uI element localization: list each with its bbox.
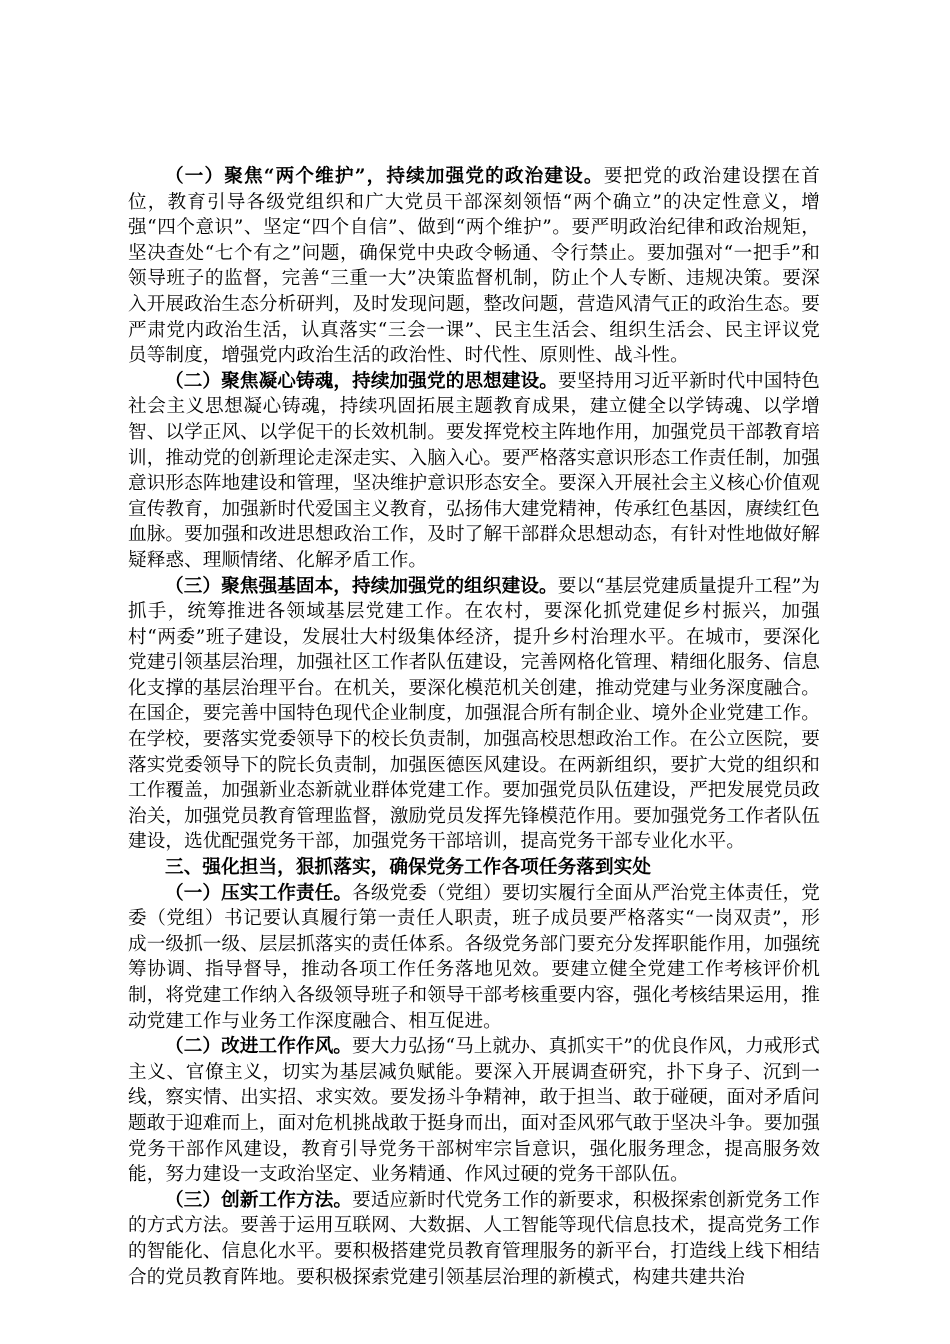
paragraph-text: 要适应新时代党务工作的新要求，积极探索创新党务工作的方式方法。要善于运用互联网、大数据、人工智能等现代信息技术，提高党务工作的智能化、信息化水平。要积极搭建党员教育管理服务的新平台，打造线上线下相结合的党员教育阵地。要积极探索党建引领基层治理的新模式，构建共建共治 [128,1189,820,1288]
paragraph-work-responsibility [128,881,820,1035]
paragraph-lead: （三）聚焦强基固本，持续加强党的组织建设。 [165,575,558,597]
paragraph-lead: （二）改进工作作风。 [165,1036,352,1058]
paragraph-text: 要大力弘扬“马上就办、真抓实干”的优良作风，力戒形式主义、官僚主义，切实为基层减负赋能。要深入开展调查研究，扑下身子、沉到一线，察实情、出实招、求实效。要发扬斗争精神，敢于担当、敢于碰硬，面对矛盾问题敢于迎难而上，面对危机挑战敢于挺身而出，面对歪风邪气敢于坚决斗争。要加强党务干部作风建设，教育引导党务干部树牢宗旨意识，强化服务理念，提高服务效能，努力建设一支政治坚定、业务精通、作风过硬的党务干部队伍。 [128,1036,820,1186]
document-body [128,164,820,1290]
paragraph-lead: （二）聚焦凝心铸魂，持续加强党的思想建设。 [165,370,559,392]
paragraph-work-methods [128,1188,820,1290]
paragraph-ideological-building [128,369,820,574]
paragraph-text: 要坚持用习近平新时代中国特色社会主义思想凝心铸魂，持续巩固拓展主题教育成果，建立健全以学铸魂、以学增智、以学正风、以学促干的长效机制。要发挥党校主阵地作用，加强党员干部教育培训，推动党的创新理论走深走实、入脑入心。要严格落实意识形态工作责任制，加强意识形态阵地建设和管理，坚决维护意识形态安全。要深入开展社会主义核心价值观宣传教育，加强新时代爱国主义教育，弘扬伟大建党精神，传承红色基因，赓续红色血脉。要加强和改进思想政治工作，及时了解干部群众思想动态，有针对性地做好解疑释惑、理顺情绪、化解矛盾工作。 [128,370,820,571]
paragraph-lead: （一）压实工作责任。 [165,882,353,904]
paragraph-political-building [128,164,820,369]
paragraph-work-style [128,1034,820,1188]
paragraph-organizational-building [128,574,820,856]
paragraph-lead: （一）聚焦“两个维护”，持续加强党的政治建设。 [165,166,604,187]
paragraph-text: 要以“基层党建质量提升工程”为抓手，统筹推进各领域基层党建工作。在农村，要深化抓党建促乡村振兴，加强村“两委”班子建设，发展壮大村级集体经济，提升乡村治理水平。在城市，要深化党建引领基层治理，加强社区工作者队伍建设，完善网格化管理、精细化服务、信息化支撑的基层治理平台。在机关，要深化模范机关创建，推动党建与业务深度融合。在国企，要完善中国特色现代企业制度，加强混合所有制企业、境外企业党建工作。在学校，要落实党委领导下的校长负责制，加强高校思想政治工作。在公立医院，要落实党委领导下的院长负责制，加强医德医风建设。在两新组织，要扩大党的组织和工作覆盖，加强新业态新就业群体党建工作。要加强党员队伍建设，严把发展党员政治关，加强党员教育管理监督，激励党员发挥先锋模范作用。要加强党务工作者队伍建设，选优配强党务干部，加强党务干部培训，提高党务干部专业化水平。 [128,575,820,853]
paragraph-text: 要把党的政治建设摆在首位，教育引导各级党组织和广大党员干部深刻领悟“两个确立”的决定性意义，增强“四个意识”、坚定“四个自信”、做到“两个维护”。要严明政治纪律和政治规矩，坚决查处“七个有之”问题，确保党中央政令畅通、令行禁止。要加强对“一把手”和领导班子的监督，完善“三重一大”决策监督机制，防止个人专断、违规决策。要深入开展政治生态分析研判，及时发现问题，整改问题，营造风清气正的政治生态。要严肃党内政治生活，认真落实“三会一课”、民主生活会、组织生活会、民主评议党员等制度，增强党内政治生活的政治性、时代性、原则性、战斗性。 [128,166,820,367]
paragraph-lead: （三）创新工作方法。 [165,1189,353,1211]
paragraph-text: 各级党委（党组）要切实履行全面从严治党主体责任，党委（党组）书记要认真履行第一责任人职责，班子成员要严格落实“一岗双责”，形成一级抓一级、层层抓落实的责任体系。各级党务部门要充分发挥职能作用，加强统筹协调、指导督导，推动各项工作任务落地见效。要建立健全党建工作考核评价机制，将党建工作纳入各级领导班子和领导干部考核重要内容，强化考核结果运用，推动党建工作与业务工作深度融合、相互促进。 [128,882,820,1032]
section-heading: 三、强化担当，狠抓落实，确保党务工作各项任务落到实处 [165,857,652,879]
